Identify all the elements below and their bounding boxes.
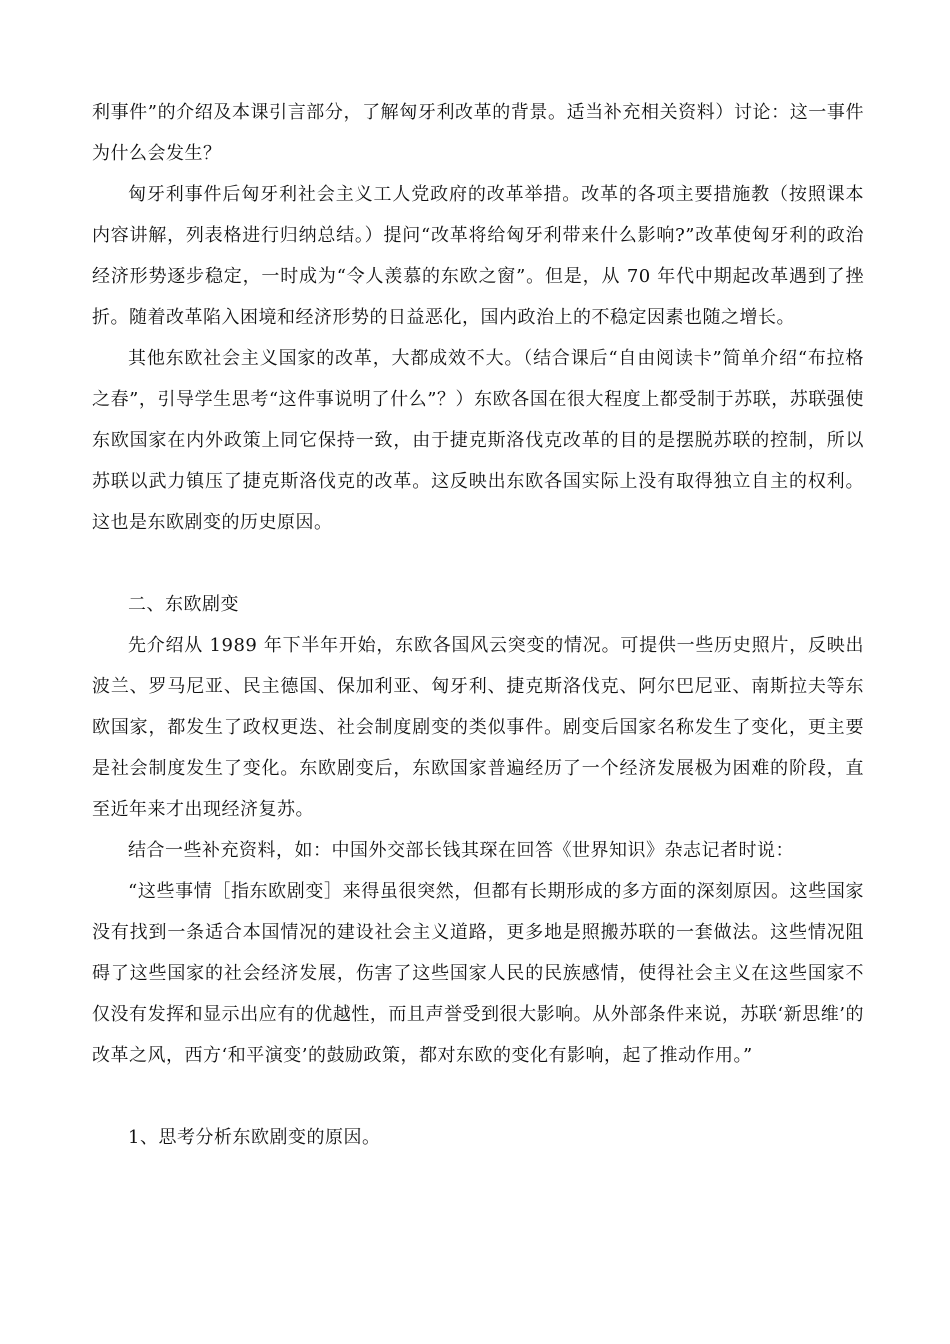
blank-line (92, 1076, 864, 1117)
paragraph-quotation: “这些事情［指东欧剧变］来得虽很突然，但都有长期形成的多方面的深刻原因。这些国家没有找到一条适合本国情况的建设社会主义道路，更多地是照搬苏联的一套做法。这些情况阻碍了这些国家的社会经济发展，伤害了这些国家人民的民族感情，使得社会主义在这些国家不仅没有发挥和显示出应有的优越性，而且声誉受到很大影响。从外部条件来说，苏联‘新思维’的改革之风，西方‘和平演变’的鼓励政策，都对东欧的变化有影响，起了推动作用。” (92, 881, 864, 1066)
paragraph-hungary-reform: 匈牙利事件后匈牙利社会主义工人党政府的改革举措。改革的各项主要措施教（按照课本内容讲解，列表格进行归纳总结。）提问“改革将给匈牙利带来什么影响?”改革使匈牙利的政治经济形势逐步稳定，一时成为“令人羡慕的东欧之窗”。但是，从 70 年代中期起改革遇到了挫折。随着改革陷入困境和经济形势的日益恶化，国内政治上的不稳定因素也随之增长。 (92, 184, 864, 328)
paragraph-question-1: 1、思考分析东欧剧变的原因。 (128, 1127, 381, 1148)
document-page (92, 92, 864, 1158)
section-heading-eastern-europe-upheaval: 二、东欧剧变 (128, 594, 239, 615)
paragraph-intro-continued: 利事件”的介绍及本课引言部分，了解匈牙利改革的背景。适当补充相关资料）讨论：这一事件为什么会发生？ (92, 102, 864, 164)
paragraph-supplementary-material: 结合一些补充资料，如：中国外交部长钱其琛在回答《世界知识》杂志记者时说： (128, 840, 794, 861)
blank-line (92, 543, 864, 584)
paragraph-other-eastern-europe: 其他东欧社会主义国家的改革，大都成效不大。（结合课后“自由阅读卡”简单介绍“布拉格之春”，引导学生思考“这件事说明了什么”？）东欧各国在很大程度上都受制于苏联，苏联强使东欧国家在内外政策上同它保持一致，由于捷克斯洛伐克改革的目的是摆脱苏联的控制，所以苏联以武力镇压了捷克斯洛伐克的改革。这反映出东欧各国实际上没有取得独立自主的权利。这也是东欧剧变的历史原因。 (92, 348, 864, 533)
paragraph-1989-changes: 先介绍从 1989 年下半年开始，东欧各国风云突变的情况。可提供一些历史照片，反映出波兰、罗马尼亚、民主德国、保加利亚、匈牙利、捷克斯洛伐克、阿尔巴尼亚、南斯拉夫等东欧国家，都发生了政权更迭、社会制度剧变的类似事件。剧变后国家名称发生了变化，更主要是社会制度发生了变化。东欧剧变后，东欧国家普遍经历了一个经济发展极为困难的阶段，直至近年来才出现经济复苏。 (92, 635, 864, 820)
